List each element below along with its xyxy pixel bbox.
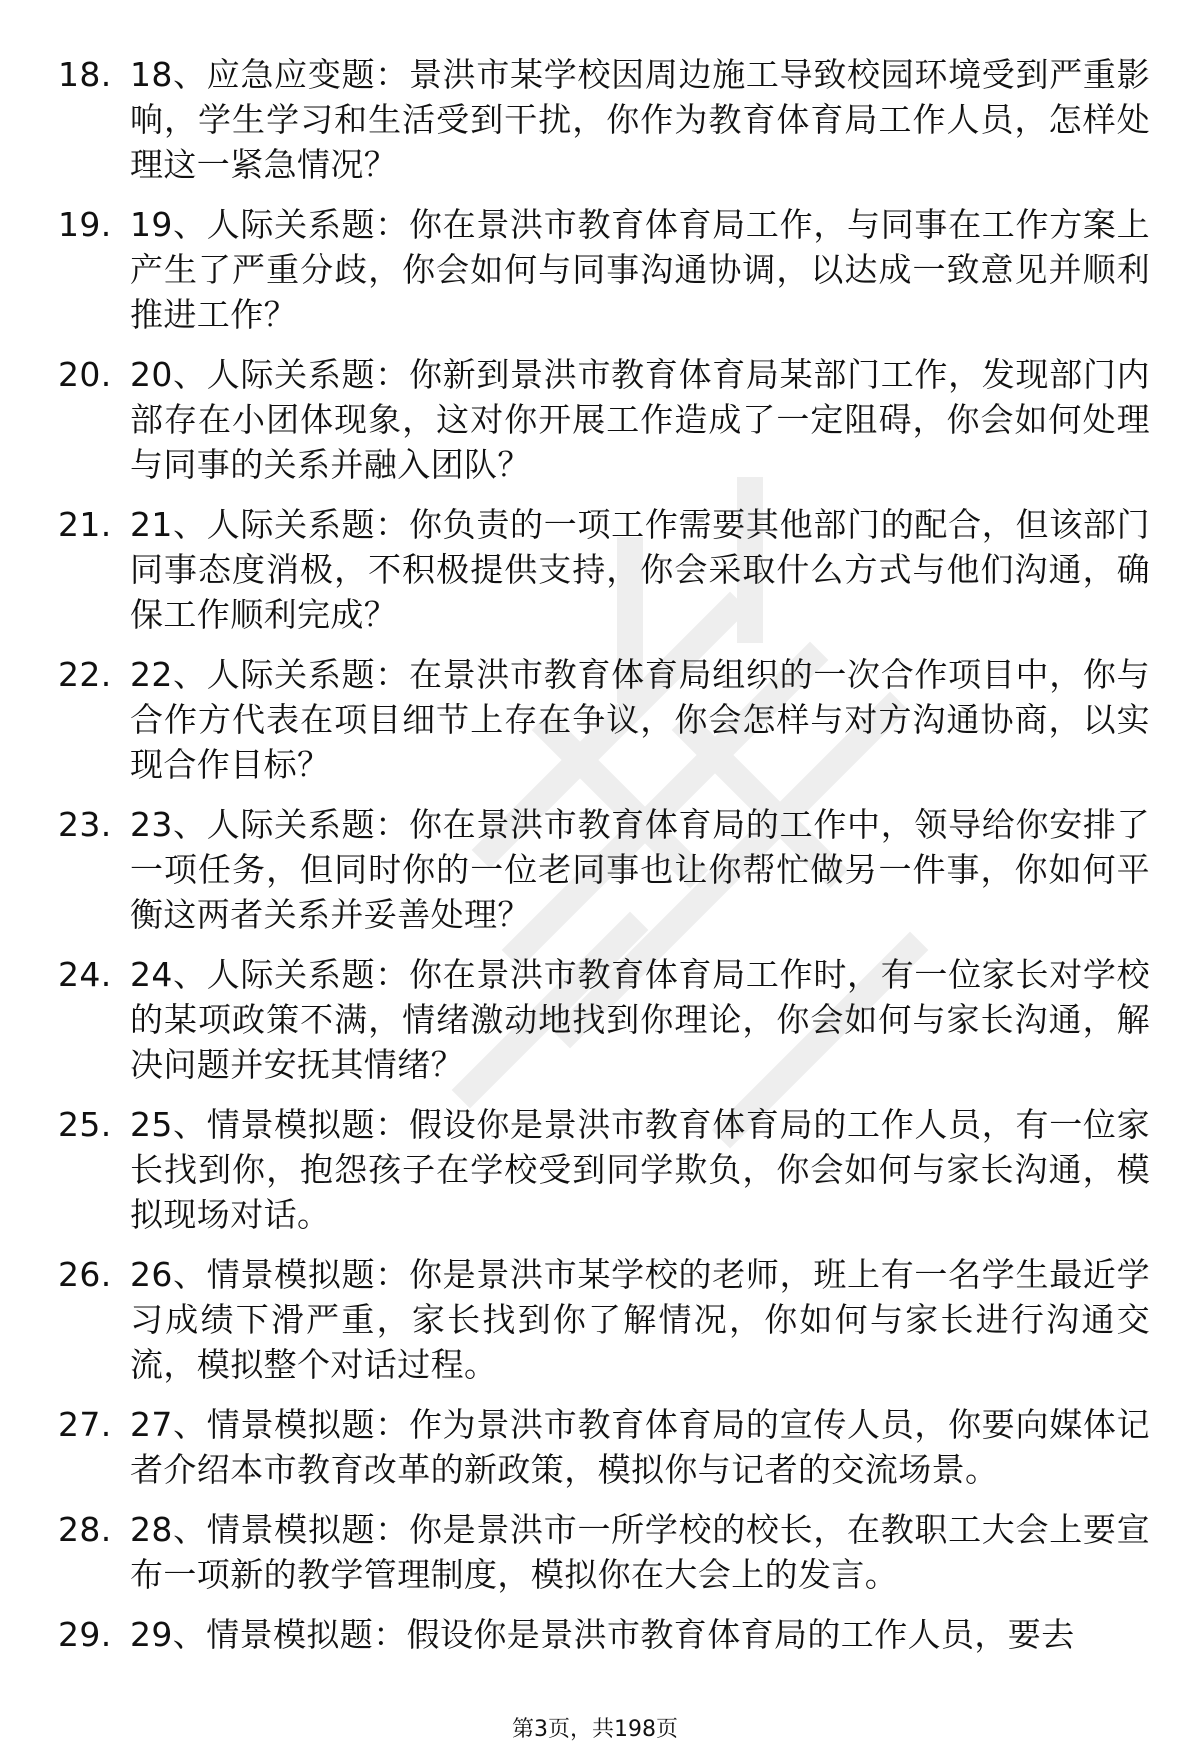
question-text: 23、人际关系题：你在景洪市教育体育局的工作中，领导给你安排了一项任务，但同时你的一位老同事也让你帮忙做另一件事，你如何平衡这两者关系并妥善处理？ — [130, 805, 1150, 934]
question-text: 29、情景模拟题：假设你是景洪市教育体育局的工作人员，要去 — [130, 1615, 1075, 1654]
question-item — [0, 952, 1190, 1087]
question-number: 26. — [58, 1255, 112, 1294]
question-text: 18、应急应变题：景洪市某学校因周边施工导致校园环境受到严重影响，学生学习和生活受到干扰，你作为教育体育局工作人员，怎样处理这一紧急情况？ — [130, 55, 1150, 184]
question-item — [0, 1612, 1190, 1657]
question-number: 28. — [58, 1510, 112, 1549]
question-text: 27、情景模拟题：作为景洪市教育体育局的宣传人员，你要向媒体记者介绍本市教育改革的新政策，模拟你与记者的交流场景。 — [130, 1405, 1150, 1489]
question-item — [0, 1102, 1190, 1237]
question-item — [0, 802, 1190, 937]
question-item — [0, 1252, 1190, 1387]
question-item — [0, 1402, 1190, 1492]
question-text: 19、人际关系题：你在景洪市教育体育局工作，与同事在工作方案上产生了严重分歧，你会如何与同事沟通协调，以达成一致意见并顺利推进工作？ — [130, 205, 1150, 334]
question-text: 26、情景模拟题：你是景洪市某学校的老师，班上有一名学生最近学习成绩下滑严重，家长找到你了解情况，你如何与家长进行沟通交流，模拟整个对话过程。 — [130, 1255, 1150, 1384]
question-item — [0, 652, 1190, 787]
question-item — [0, 352, 1190, 487]
question-number: 24. — [58, 955, 112, 994]
question-number: 25. — [58, 1105, 112, 1144]
question-number: 29. — [58, 1615, 112, 1654]
question-text: 22、人际关系题：在景洪市教育体育局组织的一次合作项目中，你与合作方代表在项目细节上存在争议，你会怎样与对方沟通协商，以实现合作目标？ — [130, 655, 1150, 784]
question-number: 27. — [58, 1405, 112, 1444]
question-list — [0, 52, 1190, 1672]
question-item — [0, 52, 1190, 187]
question-text: 25、情景模拟题：假设你是景洪市教育体育局的工作人员，有一位家长找到你，抱怨孩子在学校受到同学欺负，你会如何与家长沟通，模拟现场对话。 — [130, 1105, 1150, 1234]
question-number: 18. — [58, 55, 112, 94]
question-number: 21. — [58, 505, 112, 544]
question-text: 24、人际关系题：你在景洪市教育体育局工作时，有一位家长对学校的某项政策不满，情绪激动地找到你理论，你会如何与家长沟通，解决问题并安抚其情绪？ — [130, 955, 1150, 1084]
question-text: 20、人际关系题：你新到景洪市教育体育局某部门工作，发现部门内部存在小团体现象，这对你开展工作造成了一定阻碍，你会如何处理与同事的关系并融入团队？ — [130, 355, 1150, 484]
question-number: 20. — [58, 355, 112, 394]
page-footer: 第3页，共198页 — [512, 1717, 678, 1742]
question-item — [0, 1507, 1190, 1597]
question-text: 28、情景模拟题：你是景洪市一所学校的校长，在教职工大会上要宣布一项新的教学管理制度，模拟你在大会上的发言。 — [130, 1510, 1150, 1594]
question-number: 19. — [58, 205, 112, 244]
question-item — [0, 502, 1190, 637]
question-item — [0, 202, 1190, 337]
question-number: 23. — [58, 805, 112, 844]
question-number: 22. — [58, 655, 112, 694]
question-text: 21、人际关系题：你负责的一项工作需要其他部门的配合，但该部门同事态度消极，不积极提供支持，你会采取什么方式与他们沟通，确保工作顺利完成？ — [130, 505, 1150, 634]
